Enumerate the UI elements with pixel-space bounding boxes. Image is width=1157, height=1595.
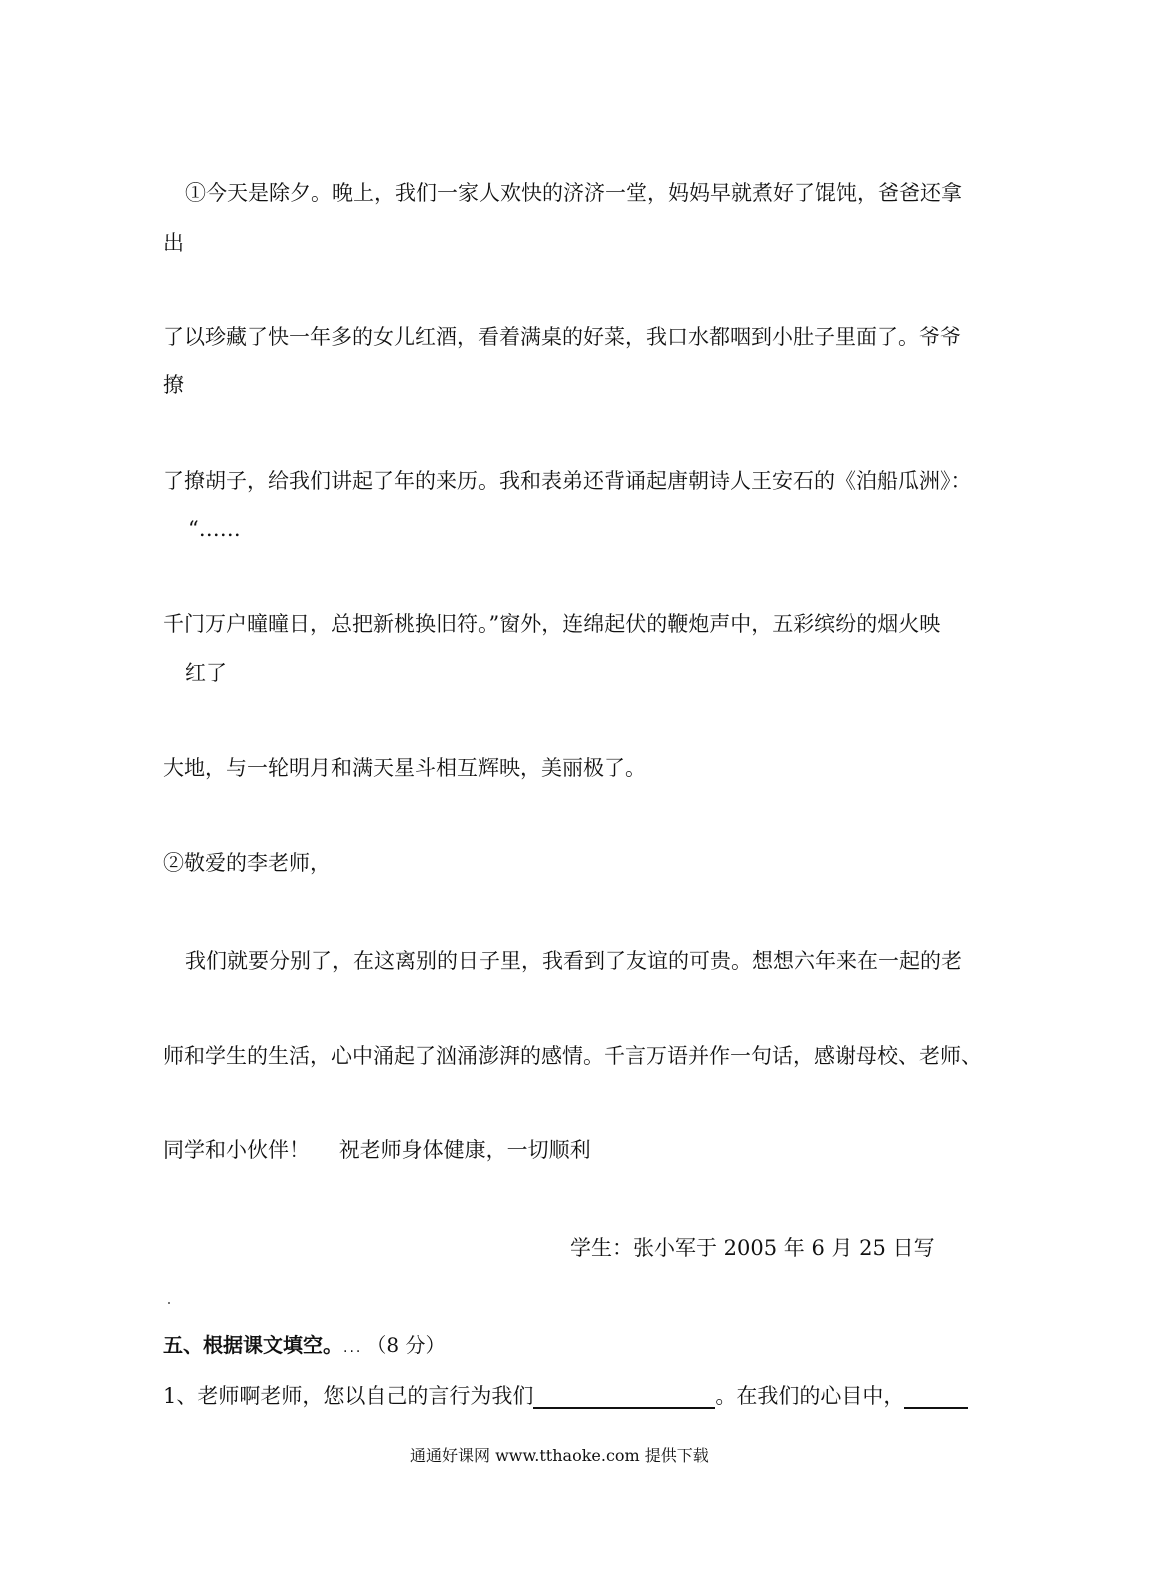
passage1-line2-wrap: 撩 bbox=[163, 373, 184, 397]
section-five-title bbox=[163, 1332, 445, 1361]
question-1-text-b: 。在我们的心目中， bbox=[715, 1384, 905, 1408]
section-five-score: （8 分） bbox=[366, 1333, 446, 1357]
question-1 bbox=[163, 1383, 968, 1409]
passage1-line3-wrap: “…… bbox=[188, 517, 241, 541]
letter-line2: 师和学生的生活，心中涌起了汹涌澎湃的感情。千言万语并作一句话，感谢母校、老师、 bbox=[163, 1044, 982, 1068]
scan-speck bbox=[168, 1302, 170, 1304]
passage1-line1-wrap: 出 bbox=[163, 231, 184, 255]
question-1-text-a: 1、老师啊老师，您以自己的言行为我们 bbox=[163, 1384, 534, 1408]
letter-signature: 学生：张小军于 2005 年 6 月 25 日写 bbox=[570, 1236, 935, 1260]
question-1-blank-1[interactable] bbox=[533, 1387, 715, 1409]
section-five-title-text: 五、根据课文填空。 bbox=[163, 1333, 343, 1357]
letter-line1: 我们就要分别了，在这离别的日子里，我看到了友谊的可贵。想想六年来在一起的老 bbox=[185, 949, 962, 973]
passage1-line4-wrap: 红了 bbox=[185, 661, 227, 685]
question-1-blank-2[interactable] bbox=[904, 1387, 968, 1409]
passage1-line4: 千门万户曈曈日，总把新桃换旧符。”窗外，连绵起伏的鞭炮声中，五彩缤纷的烟火映 bbox=[163, 612, 941, 636]
letter-salutation: ②敬爱的李老师， bbox=[163, 851, 331, 875]
passage1-line1: ①今天是除夕。晚上，我们一家人欢快的济济一堂，妈妈早就煮好了馄饨，爸爸还拿 bbox=[185, 181, 962, 205]
page-footer: 通通好课网 www.tthaoke.com 提供下载 bbox=[410, 1446, 709, 1465]
letter-line3 bbox=[163, 1137, 591, 1163]
passage1-line2: 了以珍藏了快一年多的女儿红酒，看着满桌的好菜，我口水都咽到小肚子里面了。爷爷 bbox=[163, 325, 961, 349]
passage1-line3: 了撩胡子，给我们讲起了年的来历。我和表弟还背诵起唐朝诗人王安石的《泊船瓜洲》： bbox=[163, 469, 972, 493]
section-five-dots: ... bbox=[343, 1340, 363, 1356]
letter-line3-part-a: 同学和小伙伴！ bbox=[163, 1138, 310, 1162]
passage1-line5: 大地，与一轮明月和满天星斗相互辉映，美丽极了。 bbox=[163, 756, 646, 780]
letter-line3-part-b: 祝老师身体健康，一切顺利 bbox=[338, 1138, 591, 1162]
